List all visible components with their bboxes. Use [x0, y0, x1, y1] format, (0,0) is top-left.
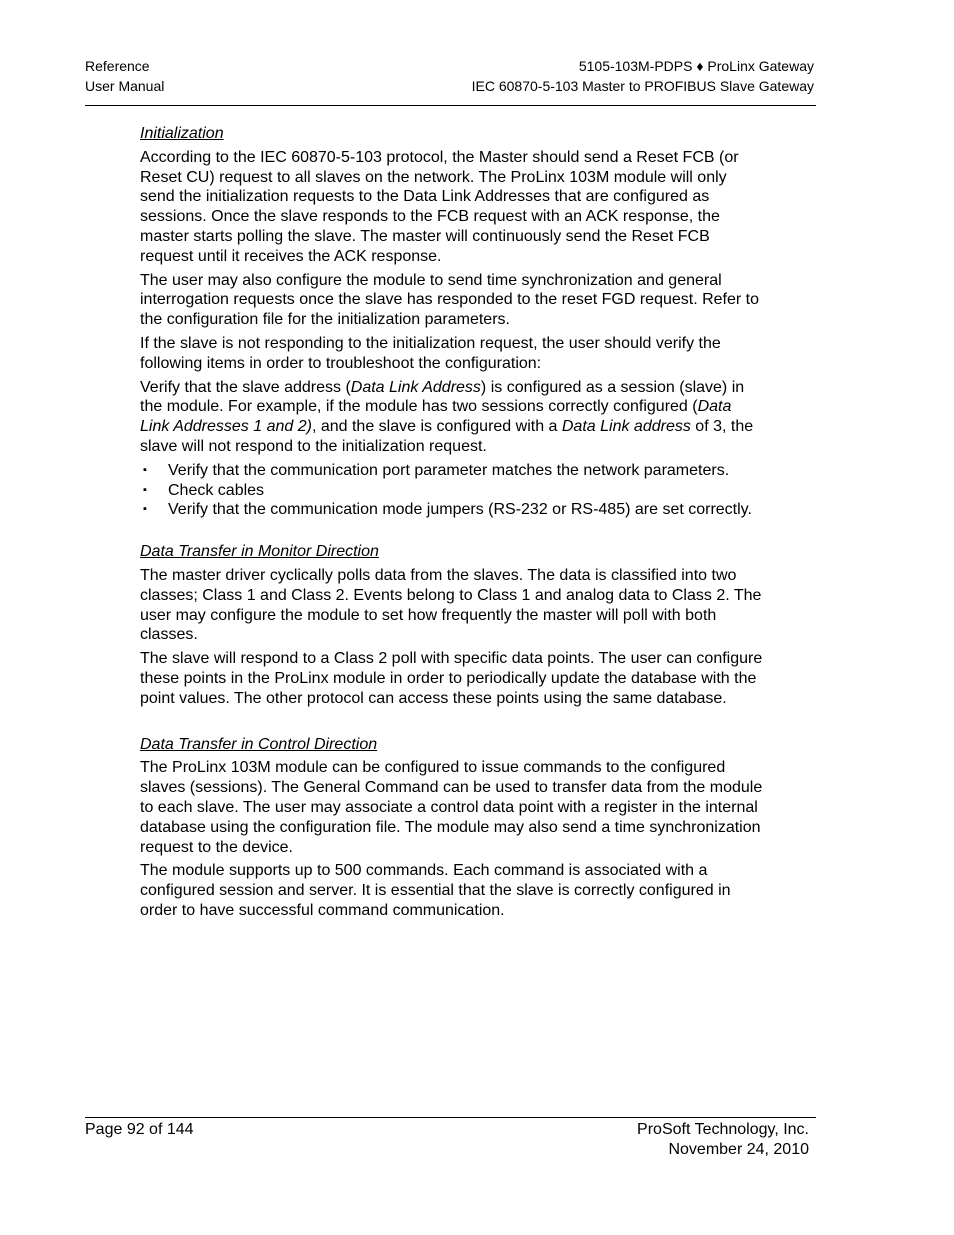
paragraph-verify-address [140, 378, 765, 457]
text-run: ) is configured as a session (slave) in the module. For example, if the module has two sessions correctly configured ( [140, 378, 745, 416]
list-item-text: Check cables [168, 481, 265, 499]
section-gap [140, 713, 765, 735]
list-item [140, 500, 765, 520]
header-product-subtitle: IEC 60870-5-103 Master to PROFIBUS Slave Gateway [471, 77, 814, 94]
footer-right [637, 1120, 809, 1160]
section-heading-control: Data Transfer in Control Direction [140, 735, 378, 753]
list-item [140, 481, 765, 501]
header-left [85, 57, 164, 96]
list-item-text: Verify that the communication port parameter matches the network parameters. [168, 461, 730, 479]
list-item [140, 461, 765, 481]
paragraph: The slave will respond to a Class 2 poll with specific data points. The user can configure these points in the ProLinx module in order to periodically update the database with the point values. The other protocol can access these points using the same database. [140, 650, 763, 707]
bullet-marker-icon: ▪ [143, 483, 147, 496]
text-run: Verify that the slave address ( [140, 378, 351, 396]
header-right [472, 57, 814, 96]
footer-left [85, 1120, 194, 1140]
paragraph: The master driver cyclically polls data from the slaves. The data is classified into two classes; Class 1 and Class 2. Events belong to Class 1 and analog data to Class 2. The user may configure the module to set how frequently the master will poll with both classes. [140, 566, 762, 644]
section-gap [140, 520, 765, 542]
text-run: , and the slave is configured with a [311, 418, 562, 436]
header-section-label: Reference [85, 58, 150, 74]
header-divider [85, 105, 816, 106]
list-item-text: Verify that the communication mode jumpers (RS-232 or RS-485) are set correctly. [168, 501, 752, 519]
section-heading-initialization: Initialization [140, 125, 224, 142]
italic-term: Data Link Addresses 1 and 2) [140, 398, 732, 436]
paragraph: The ProLinx 103M module can be configured to issue commands to the configured slaves (sessions). The General Command can be used to transfer data from the module to each slave. The user may associate a control data point with a register in the internal database using the configuration file. The module may also send a time synchronization request to the device. [140, 759, 763, 856]
paragraph: The module supports up to 500 commands. Each command is associated with a configured session and server. It is essential that the slave is correctly configured in order to have successful command communication. [140, 862, 731, 919]
footer-company: ProSoft Technology, Inc. [637, 1121, 809, 1138]
footer-divider [85, 1117, 816, 1118]
text-run: of 3, the slave will not respond to the initialization request. [140, 418, 754, 455]
paragraph: According to the IEC 60870-5-103 protocol, the Master should send a Reset FCB (or Reset CU) request to all slaves on the network. The ProLinx 103M module will only send the initialization requests to the Data Link Addresses that are configured as sessions. Once the slave responds to the FCB request with an ACK response, the master starts polling the slave. The master will continuously send the Reset FCB request until it receives the ACK response. [140, 148, 739, 265]
page-number: Page 92 of 144 [85, 1121, 194, 1138]
header-manual-label: User Manual [85, 77, 165, 94]
paragraph: If the slave is not responding to the initialization request, the user should verify the following items in order to troubleshoot the configuration: [140, 334, 721, 372]
header-product-title: 5105-103M-PDPS ♦ ProLinx Gateway [578, 58, 814, 74]
troubleshoot-list [140, 461, 765, 520]
bullet-marker-icon: ▪ [143, 463, 147, 476]
section-heading-monitor: Data Transfer in Monitor Direction [140, 543, 379, 561]
italic-term: Data Link Address [350, 378, 481, 396]
bullet-marker-icon: ▪ [143, 503, 147, 516]
page-body [140, 124, 765, 925]
italic-term: Data Link address [561, 418, 691, 436]
footer-date: November 24, 2010 [668, 1140, 809, 1158]
paragraph: The user may also configure the module to send time synchronization and general interrogation requests once the slave has responded to the reset FGD request. Refer to the configuration file for the initialization parameters. [140, 271, 760, 329]
